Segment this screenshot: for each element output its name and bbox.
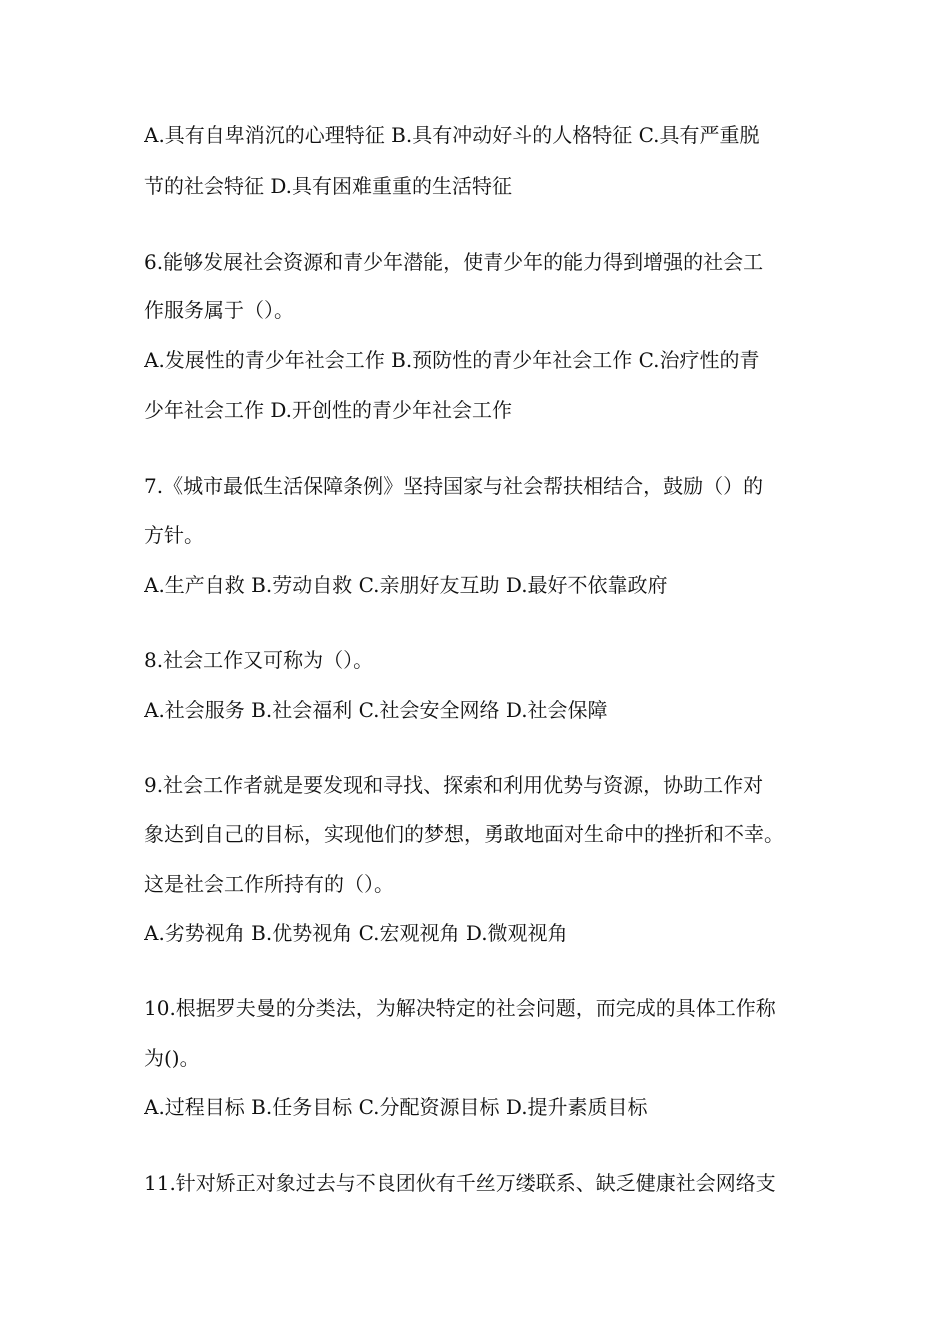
question-9-line-1: 9.社会工作者就是要发现和寻找、探索和利用优势与资源，协助工作对 [144, 773, 764, 797]
question-10-line-1: 10.根据罗夫曼的分类法，为解决特定的社会问题，而完成的具体工作称 [144, 996, 776, 1020]
question-9-line-2: 象达到自己的目标，实现他们的梦想，勇敢地面对生命中的挫折和不幸。 [144, 822, 784, 846]
option-line-q10: A.过程目标 B.任务目标 C.分配资源目标 D.提升素质目标 [144, 1095, 648, 1119]
option-line-q6-cont: 少年社会工作 D.开创性的青少年社会工作 [144, 398, 513, 422]
question-7-line-1: 7.《城市最低生活保障条例》坚持国家与社会帮扶相结合，鼓励（）的 [144, 474, 764, 498]
question-6-line-1: 6.能够发展社会资源和青少年潜能，使青少年的能力得到增强的社会工 [144, 250, 764, 274]
question-6-line-2: 作服务属于（）。 [144, 298, 294, 322]
option-line-q5-cont: 节的社会特征 D.具有困难重重的生活特征 [144, 174, 513, 198]
option-line-q7: A.生产自救 B.劳动自救 C.亲朋好友互助 D.最好不依靠政府 [144, 573, 668, 597]
question-11-line-1: 11.针对矫正对象过去与不良团伙有千丝万缕联系、缺乏健康社会网络支 [144, 1171, 776, 1195]
question-7-line-2: 方针。 [144, 523, 204, 547]
option-line-q9: A.劣势视角 B.优势视角 C.宏观视角 D.微观视角 [144, 921, 568, 945]
option-line-q8: A.社会服务 B.社会福利 C.社会安全网络 D.社会保障 [144, 698, 608, 722]
question-8-line-1: 8.社会工作又可称为（）。 [144, 648, 374, 672]
question-10-line-2: 为()。 [144, 1046, 200, 1070]
option-line-q5: A.具有自卑消沉的心理特征 B.具有冲动好斗的人格特征 C.具有严重脱 [144, 123, 760, 147]
option-line-q6: A.发展性的青少年社会工作 B.预防性的青少年社会工作 C.治疗性的青 [144, 348, 760, 372]
question-9-line-3: 这是社会工作所持有的（）。 [144, 872, 394, 896]
